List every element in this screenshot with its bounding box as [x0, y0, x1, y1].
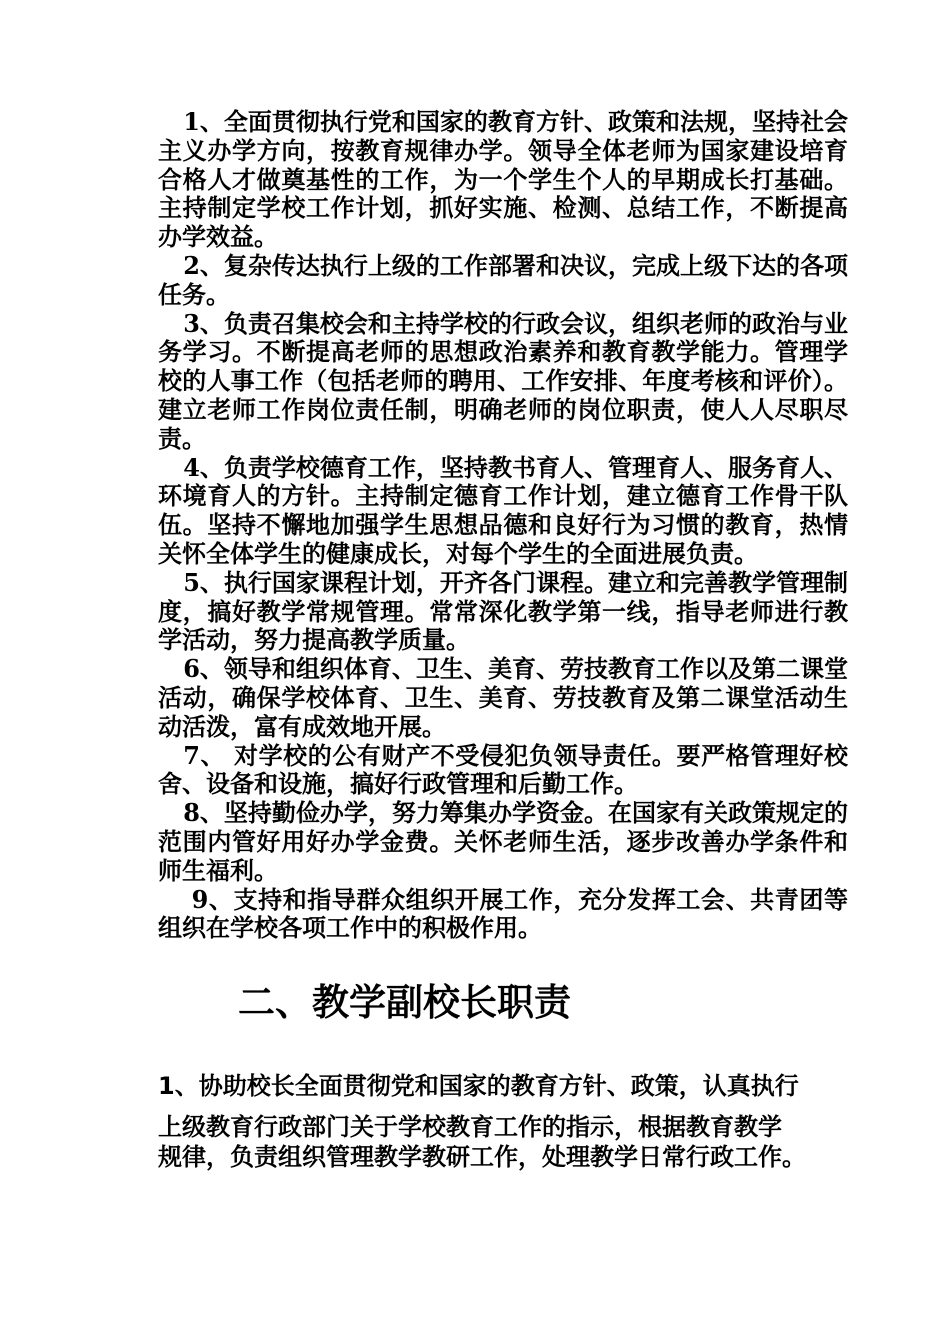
- section-2-line-3: 规律，负责组织管理教学教研工作，处理教学日常行政工作。: [158, 1142, 806, 1171]
- section-heading: 二、教学副校长职责: [238, 980, 571, 1024]
- paragraph-2: 2、复杂传达执行上级的工作部署和决议，完成上级下达的各项任务。: [158, 250, 848, 309]
- paragraph-9: 9、支持和指导群众组织开展工作，充分发挥工会、共青团等组织在学校各项工作中的积极作用。: [158, 884, 848, 943]
- section-2-paragraph: [158, 1068, 848, 1172]
- paragraph-3: 3、负责召集校会和主持学校的行政会议，组织老师的政治与业务学习。不断提高老师的思想政治素养和教育教学能力。管理学校的人事工作（包括老师的聘用、工作安排、年度考核和评价）。建立老师工作岗位责任制，明确老师的岗位职责，使人人尽职尽责。: [158, 308, 848, 453]
- paragraph-7: 7、 对学校的公有财产不受侵犯负领导责任。要严格管理好校舍、设备和设施，搞好行政管理和后勤工作。: [158, 740, 848, 799]
- paragraph-8: 8、坚持勤俭办学，努力筹集办学资金。在国家有关政策规定的范围内管好用好办学金费。关怀老师生活，逐步改善办学条件和师生福利。: [158, 798, 848, 885]
- paragraph-6: 6、领导和组织体育、卫生、美育、劳技教育工作以及第二课堂活动，确保学校体育、卫生、美育、劳技教育及第二课堂活动生动活泼，富有成效地开展。: [158, 654, 848, 741]
- section-2-number: 1: [158, 1072, 175, 1100]
- responsibilities-list: [158, 108, 848, 943]
- section-2-line-2: 上级教育行政部门关于学校教育工作的指示，根据教育教学: [158, 1112, 782, 1141]
- paragraph-5: 5、执行国家课程计划，开齐各门课程。建立和完善教学管理制度，搞好教学常规管理。常常深化教学第一线，指导老师进行教学活动，努力提高教学质量。: [158, 567, 848, 655]
- section-2-line-1-text: 、协助校长全面贯彻党和国家的教育方针、政策，认真执行: [174, 1071, 799, 1100]
- section-2-line-1: [158, 1068, 848, 1112]
- paragraph-1: 1、全面贯彻执行党和国家的教育方针、政策和法规，坚持社会主义办学方向，按教育规律办学。领导全体老师为国家建设培育合格人才做奠基性的工作，为一个学生个人的早期成长打基础。主持制定学校工作计划，抓好实施、检测、总结工作，不断提高办学效益。: [158, 107, 848, 252]
- paragraph-4: 4、负责学校德育工作，坚持教书育人、管理育人、服务育人、环境育人的方针。主持制定德育工作计划，建立德育工作骨干队伍。坚持不懈地加强学生思想品德和良好行为习惯的教育，热情关怀全体学生的健康成长，对每个学生的全面进展负责。: [158, 452, 848, 568]
